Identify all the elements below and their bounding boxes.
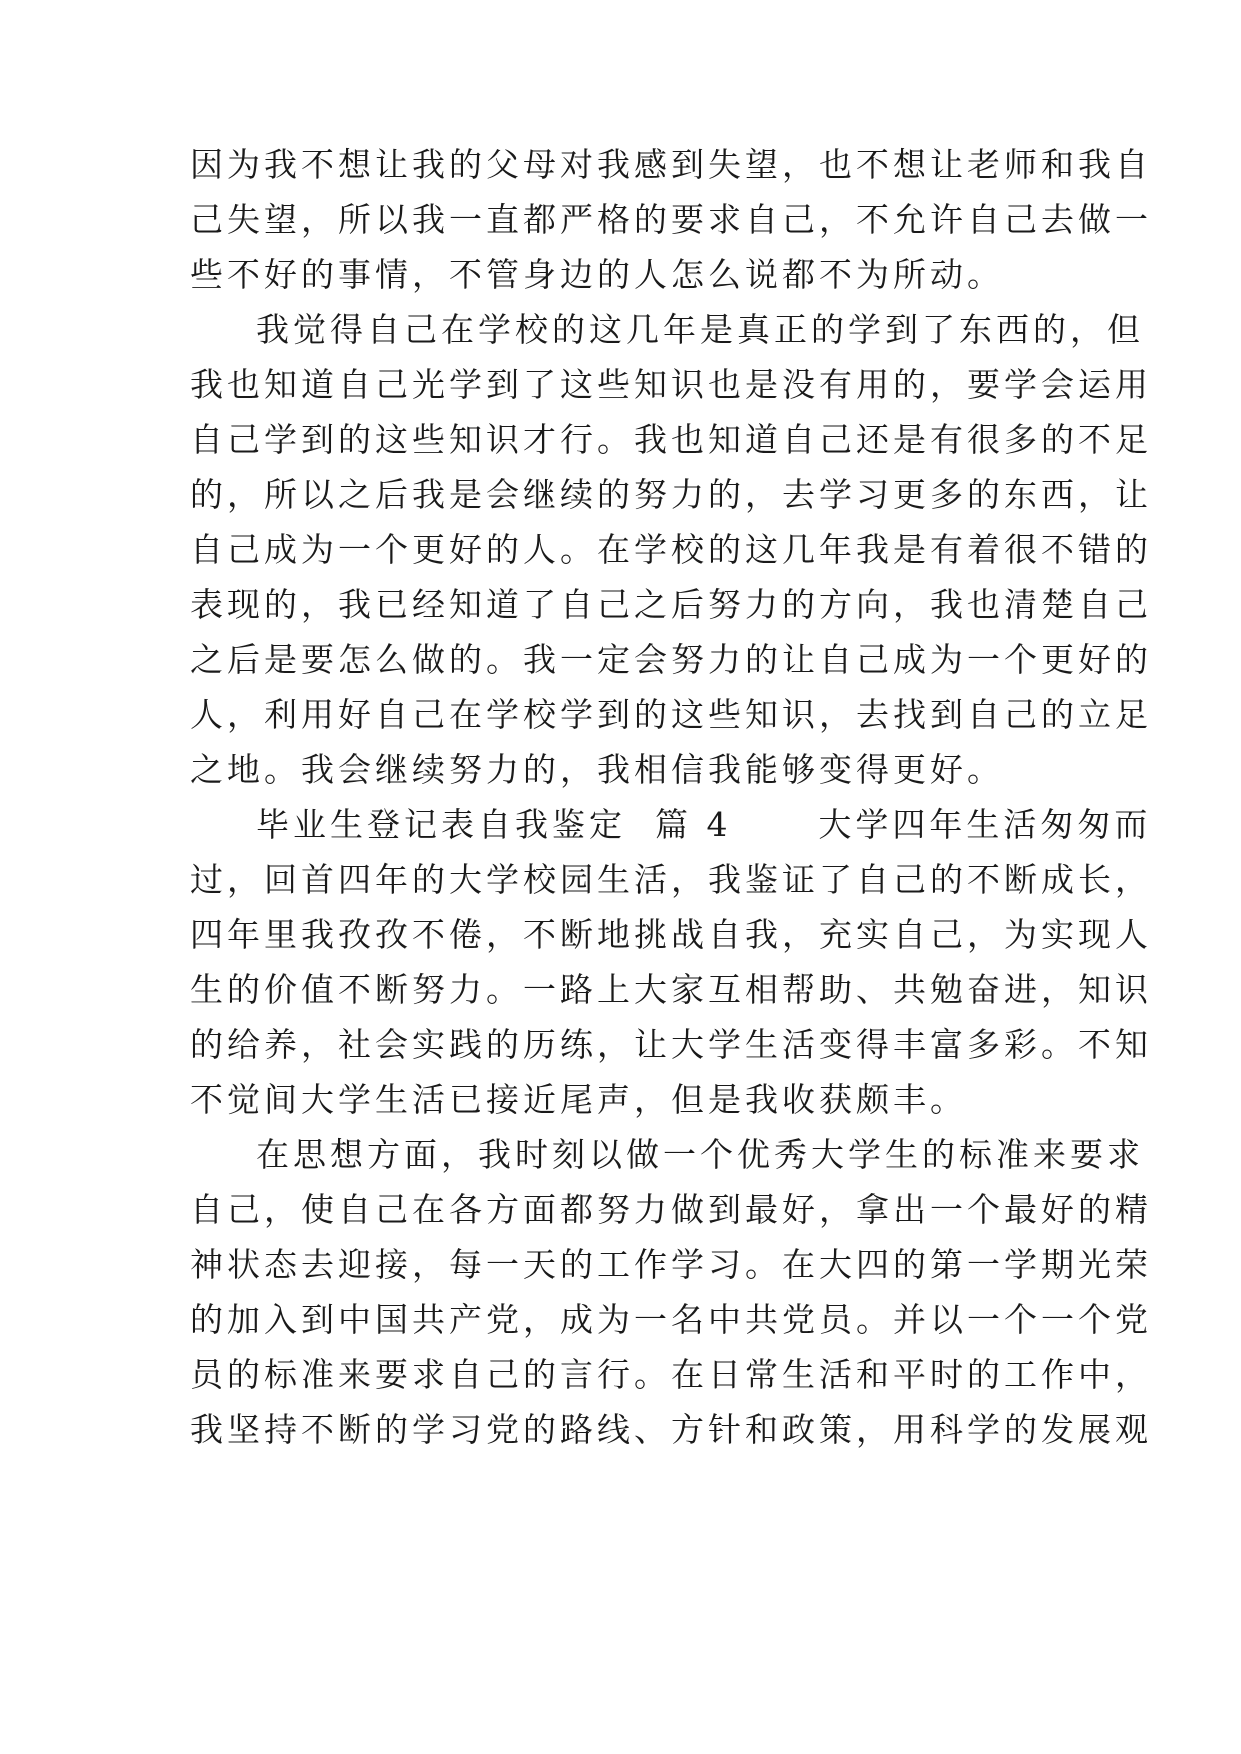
paragraph-first-line: 在思想方面，我时刻以做一个优秀大学生的标准来要求 [256,1135,1144,1174]
text-line: 因为我不想让我的父母对我感到失望，也不想让老师和我自 [190,145,1152,184]
text-line: 我坚持不断的学习党的路线、方针和政策，用科学的发展观 [190,1410,1152,1449]
text-line: 的，所以之后我是会继续的努力的，去学习更多的东西，让 [190,475,1152,514]
text-line: 四年里我孜孜不倦，不断地挑战自我，充实自己，为实现人 [190,915,1152,954]
text-line: 我也知道自己光学到了这些知识也是没有用的，要学会运用 [190,365,1152,404]
text-line: 员的标准来要求自己的言行。在日常生活和平时的工作中， [190,1355,1152,1394]
text-line: 表现的，我已经知道了自己之后努力的方向，我也清楚自己 [190,585,1152,624]
text-line: 神状态去迎接，每一天的工作学习。在大四的第一学期光荣 [190,1245,1152,1284]
section-heading-line: 毕业生登记表自我鉴定 篇 4 大学四年生活匆匆而 [256,805,1152,844]
text-line: 过，回首四年的大学校园生活，我鉴证了自己的不断成长， [190,860,1152,899]
text-line: 之后是要怎么做的。我一定会努力的让自己成为一个更好的 [190,640,1152,679]
text-line: 自己成为一个更好的人。在学校的这几年我是有着很不错的 [190,530,1152,569]
text-line: 人，利用好自己在学校学到的这些知识，去找到自己的立足 [190,695,1152,734]
text-line: 己失望，所以我一直都严格的要求自己，不允许自己去做一 [190,200,1152,239]
text-line: 之地。我会继续努力的，我相信我能够变得更好。 [190,750,1004,789]
text-line: 的给养，社会实践的历练，让大学生活变得丰富多彩。不知 [190,1025,1152,1064]
text-line: 不觉间大学生活已接近尾声，但是我收获颇丰。 [190,1080,967,1119]
paragraph-first-line: 我觉得自己在学校的这几年是真正的学到了东西的，但 [256,310,1144,349]
text-line: 些不好的事情，不管身边的人怎么说都不为所动。 [190,255,1004,294]
text-line: 的加入到中国共产党，成为一名中共党员。并以一个一个党 [190,1300,1152,1339]
text-line: 自己，使自己在各方面都努力做到最好，拿出一个最好的精 [190,1190,1152,1229]
text-line: 自己学到的这些知识才行。我也知道自己还是有很多的不足 [190,420,1152,459]
text-line: 生的价值不断努力。一路上大家互相帮助、共勉奋进，知识 [190,970,1152,1009]
